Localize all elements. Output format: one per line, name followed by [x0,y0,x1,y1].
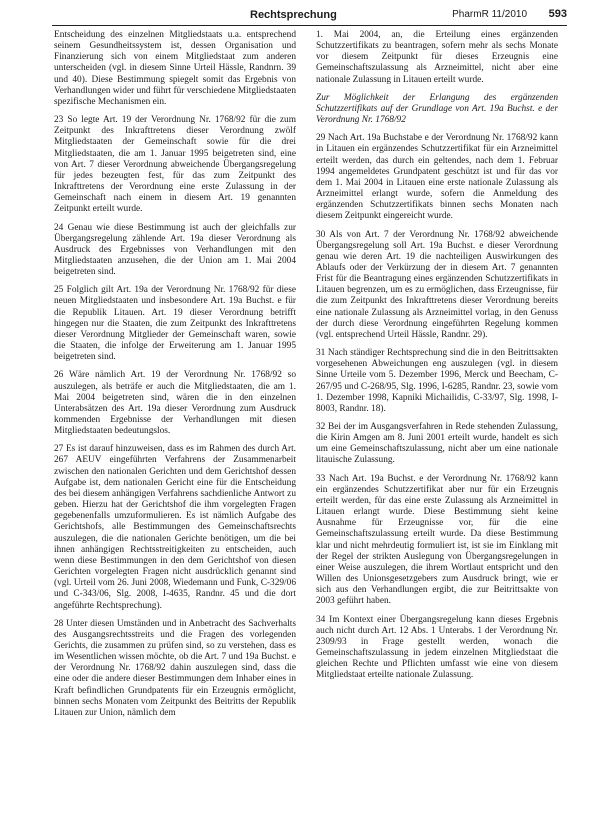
paragraph: 28 Unter diesen Umständen und in Anbetracht des Sachverhalts des Ausgangsrechtsstreits und die Fragen des vorlegenden Gerichts, die zusammen zu prüfen sind, so zu verstehen, dass es im Wesentlichen wissen möchte, ob die Art. 7 und 19a Buchst. e der Verordnung Nr. 1768/92 dahin auszulegen sind, dass die eine oder die andere dieser Bestimmungen dem Inhaber eines in Kraft befindlichen Grundpatents für ein Erzeugnis ermöglicht, binnen sechs Monaten vom Zeitpunkt des Beitritts der Republik Litauen zur Union, nämlich dem [54,618,296,718]
left-column [54,30,296,820]
paragraph: 24 Genau wie diese Bestimmung ist auch der gleichfalls zur Übergangsregelung zählende Art. 19a dieser Verordnung als Ausdruck des Ergebnisses von Verhandlungen mit den Mitgliedstaaten anzusehen, die der Union am 1. Mai 2004 beigetreten sind. [54,222,296,278]
page-header [52,6,567,32]
paragraph: 27 Es ist darauf hinzuweisen, dass es im Rahmen des durch Art. 267 AEUV eingeführten Verfahrens der Zusammenarbeit zwischen den nationalen Gerichten und dem Gerichtshof dessen Aufgabe ist, dem nationalen Gericht eine für die Entscheidung des bei diesem anhängigen Verfahrens sachdienliche Antwort zu geben. Hierzu hat der Gerichtshof die ihm vorgelegten Fragen gegebenenfalls umzuformulieren. Es ist nämlich Aufgabe des Gerichtshofs, alle Bestimmungen des Gemeinschaftsrechts auszulegen, die die nationalen Gerichte benötigen, um die bei ihnen anhängigen Rechtsstreitigkeiten zu entscheiden, auch wenn diese Bestimmungen in den dem Gerichtshof von diesen Gerichten vorgelegten Fragen nicht ausdrücklich genannt sind (vgl. Urteil vom 26. Juni 2008, Wiedemann und Funk, C-329/06 und C-343/06, Slg. 2008, I-4635, Randnr. 45 und die dort angeführte Rechtsprechung). [54,444,296,611]
section-title: Rechtsprechung [250,9,337,21]
paragraph: 23 So legte Art. 19 der Verordnung Nr. 1768/92 für die zum Zeitpunkt des Inkrafttretens dieser Verordnung zwölf Mitgliedstaaten der Gemeinschaft sowie für die drei Mitgliedstaaten, die am 1. Januar 1995 beigetreten sind, eine von Art. 7 dieser Verordnung abweichende Übergangsregelung für jedes bezeugten fest, für das zum Zeitpunkt des Inkrafttretens der Verordnung eine erste Zulassung in der Gemeinschaft nach einem in diesem Art. 19 genannten Zeitpunkt erteilt wurde. [54,115,296,215]
paragraph: 32 Bei der im Ausgangsverfahren in Rede stehenden Zulassung, die Kirin Amgen am 8. Juni 2001 erteilt wurde, handelt es sich um eine Gemeinschaftszulassung, nicht aber um eine nationale litauische Zulassung. [316,422,558,466]
header-rule [52,25,567,26]
paragraph: 30 Als von Art. 7 der Verordnung Nr. 1768/92 abweichende Übergangsregelung soll Art. 19a Buchst. e dieser Verordnung genau wie deren Art. 19 die nachteiligen Auswirkungen des Ablaufs oder der Verkürzung der in diesem Art. 7 genannten Frist für die Beantragung eines ergänzenden Schutzzertifikats in Litauen begrenzen, um es zu ermöglichen, dass Erzeugnisse, für die zum Zeitpunkt des Inkrafttretens dieser Verordnung bereits eine nationale Zulassung als Arzneimittel vorlag, in den Genuss der durch diese Verordnung eingeführten Regelung kommen (vgl. entsprechend Urteil Hässle, Randnr. 29). [316,229,558,340]
paragraph: 34 Im Kontext einer Übergangsregelung kann dieses Ergebnis auch nicht durch Art. 12 Abs. 1 Unterabs. 1 der Verordnung Nr. 2309/93 in Frage gestellt werden, wonach die Gemeinschaftszulassung in jedem einzelnen Mitgliedstaat die gleichen Rechte und Pflichten umfasst wie eine von diesem Mitgliedstaat erteilte nationale Zulassung. [316,614,558,681]
journal-issue: PharmR 11/2010 [452,9,527,20]
page-number: 593 [548,8,567,20]
paragraph: 26 Wäre nämlich Art. 19 der Verordnung Nr. 1768/92 so auszulegen, als beträfe er auch die Mitgliedstaaten, die am 1. Mai 2004 beigetreten sind, wären die in den einzelnen Unterabsätzen des Art. 19a dieser Verordnung zum Ausdruck kommenden Ergebnisse der Verhandlungen mit diesen Mitgliedstaaten bedeutungslos. [54,370,296,437]
paragraph: 1. Mai 2004, an, die Erteilung eines ergänzenden Schutzzertifikats zu beantragen, sofern mehr als sechs Monate vor diesem Zeitpunkt für dieses Erzeugnis eine Gemeinschaftszulassung als Arzneimittel, nicht aber eine nationale Zulassung in Litauen erteilt wurde. [316,30,558,85]
paragraph: Entscheidung des einzelnen Mitgliedstaats u.a. entsprechend seinem Gesundheitssystem ist, dessen Organisation und Finanzierung sich von einem Mitgliedstaat zum anderen unterscheiden (vgl. in diesem Sinne Urteil Hässle, Randnrn. 39 und 40). Diese Bestimmung spiegelt somit das Ergebnis von Verhandlungen wider und führt für verschiedene Mitgliedstaaten spezifische Mechanismen ein. [54,30,296,107]
subheading: Zur Möglichkeit der Erlangung des ergänzenden Schutzzertifikats auf der Grundlage von Art. 19a Buchst. e der Verordnung Nr. 1768/92 [316,92,558,126]
paragraph: 25 Folglich gilt Art. 19a der Verordnung Nr. 1768/92 für diese neuen Mitgliedstaaten und insbesondere Art. 19a Buchst. e für die Republik Litauen. Art. 19 dieser Verordnung betrifft hingegen nur die Staaten, die zum Zeitpunkt des Inkrafttretens dieser Verordnung Mitglieder der Gemeinschaft waren, sowie die Staaten, die infolge der Erweiterung am 1. Januar 1995 beigetreten sind. [54,285,296,363]
paragraph: 29 Nach Art. 19a Buchstabe e der Verordnung Nr. 1768/92 kann in Litauen ein ergänzendes Schutzzertifikat für ein Arzneimittel erteilt werden, das durch ein geltendes, nach dem 1. Februar 1994 angemeldetes Grundpatent geschützt ist und für das vor dem 1. Mai 2004 in Litauen eine erste nationale Zulassung als Arzneimittel erlangt wurde, sofern die Anmeldung des ergänzenden Schutzzertifikats binnen sechs Monaten nach diesem Zeitpunkt eingereicht wurde. [316,133,558,222]
right-column [316,30,558,820]
paragraph: 33 Nach Art. 19a Buchst. e der Verordnung Nr. 1768/92 kann ein ergänzendes Schutzzertifikat aber nur für ein Erzeugnis erteilt werden, für das eine erste Zulassung als Arzneimittel in Litauen erlangt wurde. Diese Bestimmung sieht keine Ausnahme für Erzeugnisse vor, für die eine Gemeinschaftszulassung erteilt wurde. Da diese Bestimmung klar und nicht mehrdeutig formuliert ist, ist sie im Einklang mit der Regel der strikten Auslegung von Übergangsregelungen in einer Weise auszulegen, die ihrem Wortlaut entspricht und den Willen des Unionsgesetzgebers zum Ausdruck bringt, wie er sich aus den Verhandlungen ergibt, die zur Beitrittsakte von 2003 geführt haben. [316,473,558,607]
paragraph: 31 Nach ständiger Rechtsprechung sind die in den Beitrittsakten vorgesehenen Abweichungen eng auszulegen (vgl. in diesem Sinne Urteile vom 5. Dezember 1996, Merck und Beecham, C-267/95 und C-268/95, Slg. 1996, I-6285, Randnr. 23, sowie vom 1. Dezember 1998, Kapniki Michailidis, C-33/97, Slg. 1998, I-8003, Randnr. 18). [316,348,558,414]
